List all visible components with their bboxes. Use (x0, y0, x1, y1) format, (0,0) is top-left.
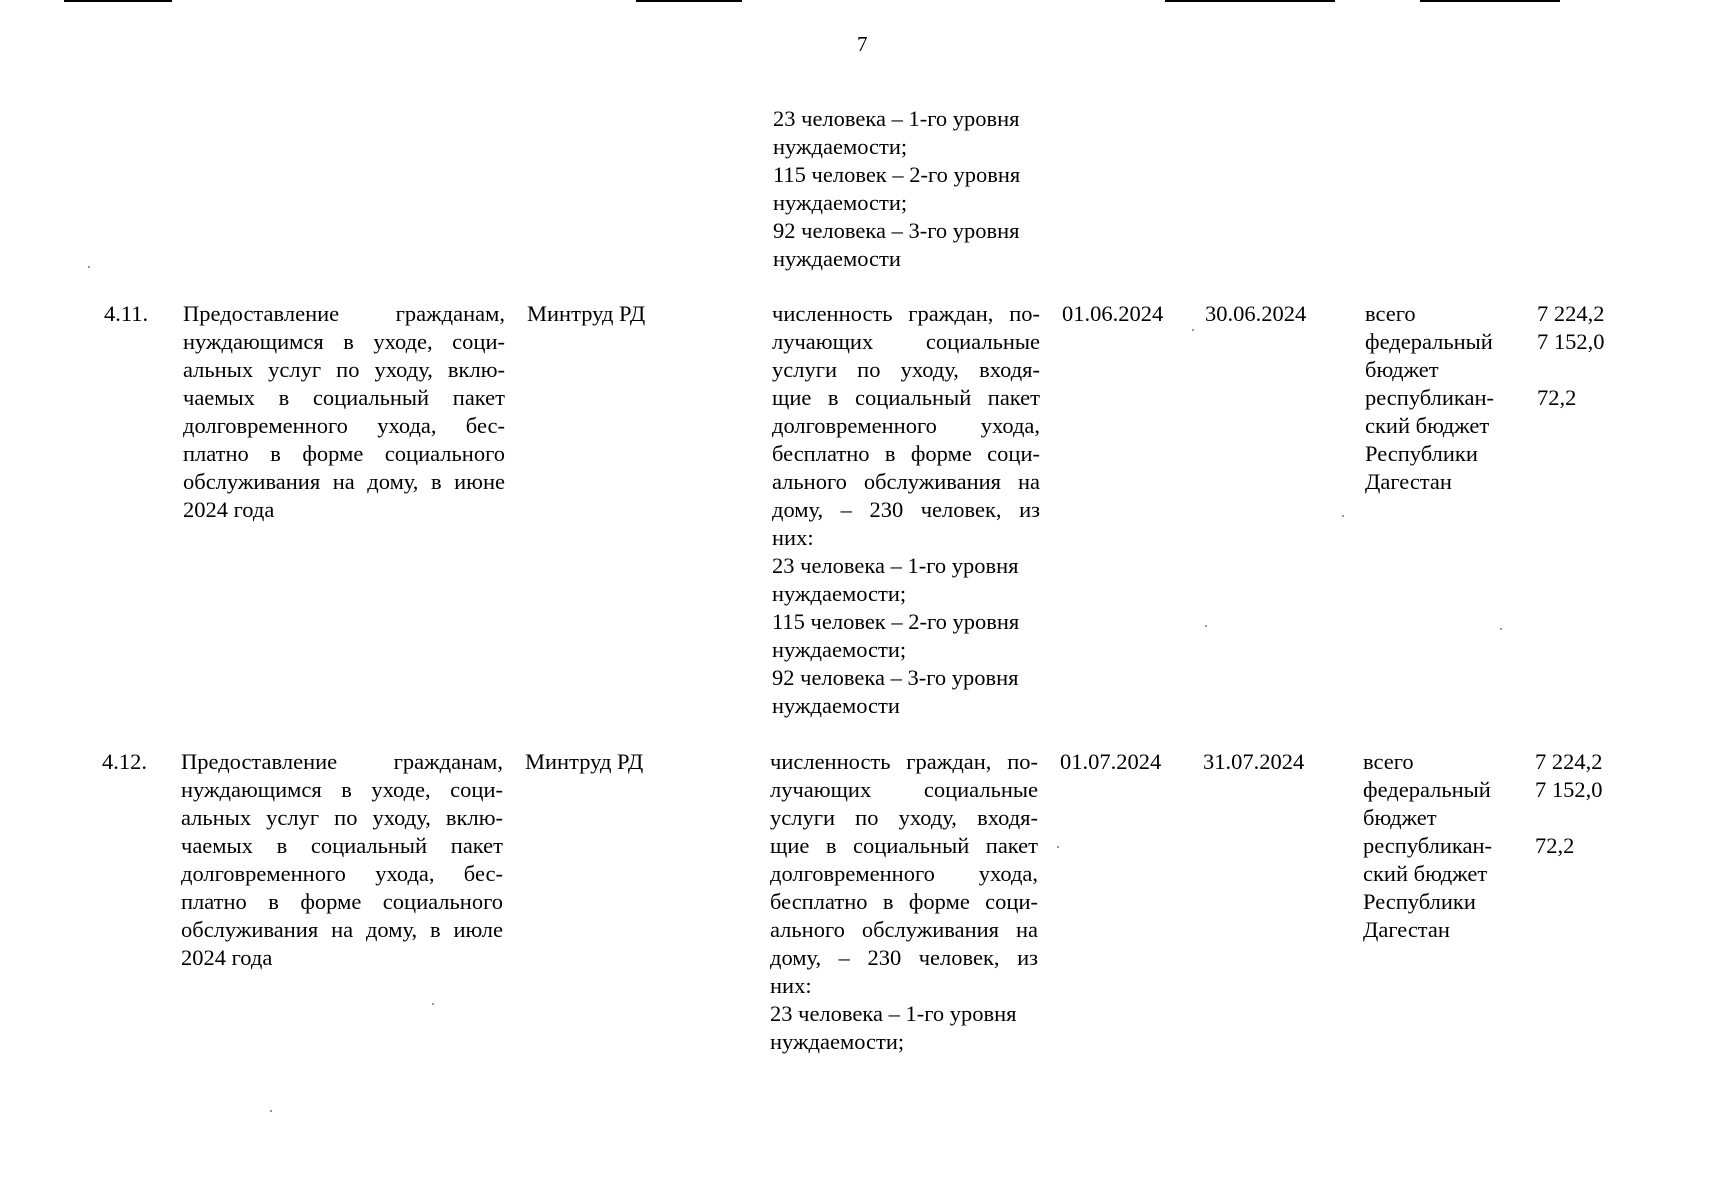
text-line: федеральный (1363, 777, 1491, 802)
text-line: бесплатно в форме соци- (772, 441, 1040, 466)
text-line: численность граждан, по- (772, 301, 1040, 326)
budget-federal-label (1363, 776, 1518, 832)
text-line: ального обслуживания на (772, 469, 1040, 494)
text-line: нуждаемости; (773, 134, 908, 159)
scan-speck (1342, 515, 1344, 517)
budget-federal-value: 7 152,0 (1535, 777, 1603, 802)
text-line: Предоставление гражданам, (183, 301, 505, 326)
executor: Минтруд РД (525, 749, 644, 774)
text-line: платно в форме социального (181, 889, 503, 914)
text-line: 92 человека – 3-го уровня (772, 665, 1019, 690)
budget-total-label: всего (1363, 749, 1414, 774)
text-line: нуждаемости; (772, 637, 907, 662)
end-date: 31.07.2024 (1203, 749, 1305, 774)
row-number: 4.11. (104, 301, 149, 326)
text-line: услуги по уходу, входя- (772, 357, 1040, 382)
start-date: 01.07.2024 (1060, 749, 1162, 774)
text-line: численность граждан, по- (770, 749, 1038, 774)
text-line: Дагестан (1363, 917, 1450, 942)
text-line: щие в социальный пакет (770, 833, 1038, 858)
text-line: Республики (1363, 889, 1476, 914)
text-line: платно в форме социального (183, 441, 505, 466)
scan-speck (1057, 846, 1059, 848)
text-line: чаемых в социальный пакет (183, 385, 505, 410)
end-date: 30.06.2024 (1205, 301, 1307, 326)
text-line: альных услуг по уходу, вклю- (181, 805, 503, 830)
budget-total-label: всего (1365, 301, 1416, 326)
text-line: 92 человека – 3-го уровня (773, 218, 1020, 243)
top-border-rule (1420, 0, 1560, 2)
text-line: долговременного ухода, (770, 861, 1038, 886)
text-line: 2024 года (183, 497, 275, 522)
text-line: долговременного ухода, (772, 413, 1040, 438)
text-line: бюджет (1365, 357, 1439, 382)
text-line: нуждающимся в уходе, соци- (181, 777, 503, 802)
text-line: республикан- (1365, 385, 1495, 410)
text-line: услуги по уходу, входя- (770, 805, 1038, 830)
text-line: 23 человека – 1-го уровня (772, 553, 1019, 578)
indicator-description (772, 300, 1040, 720)
text-line: 23 человека – 1-го уровня (773, 106, 1020, 131)
text-line: альных услуг по уходу, вклю- (183, 357, 505, 382)
scan-speck (270, 1110, 272, 1112)
text-line: щие в социальный пакет (772, 385, 1040, 410)
budget-republic-value: 72,2 (1537, 385, 1577, 410)
text-line: бесплатно в форме соци- (770, 889, 1038, 914)
scan-speck (88, 266, 90, 268)
scan-speck (432, 1003, 434, 1005)
text-line: нуждаемости; (772, 581, 907, 606)
start-date: 01.06.2024 (1062, 301, 1164, 326)
text-line: нуждаемости (772, 693, 900, 718)
text-line: долговременного ухода, бес- (183, 413, 505, 438)
text-line: ский бюджет (1363, 861, 1488, 886)
text-line: нуждаемости (773, 246, 901, 271)
text-line: дому, – 230 человек, из (772, 497, 1040, 522)
top-border-rule (64, 0, 172, 2)
budget-republic-label (1363, 832, 1518, 944)
top-border-rule (636, 0, 742, 2)
scan-speck (1192, 329, 1194, 331)
text-line: ский бюджет (1365, 413, 1490, 438)
text-line: долговременного ухода, бес- (181, 861, 503, 886)
budget-republic-value: 72,2 (1535, 833, 1575, 858)
text-line: чаемых в социальный пакет (181, 833, 503, 858)
indicator-description (770, 748, 1038, 1056)
text-line: 23 человека – 1-го уровня (770, 1001, 1017, 1026)
text-line: 115 человек – 2-го уровня (772, 609, 1020, 634)
text-line: обслуживания на дому, в июле (181, 917, 503, 942)
text-line: обслуживания на дому, в июне (183, 469, 505, 494)
text-line: лучающих социальные (770, 777, 1038, 802)
text-line: дому, – 230 человек, из (770, 945, 1038, 970)
executor: Минтруд РД (527, 301, 646, 326)
budget-total-value: 7 224,2 (1537, 301, 1605, 326)
text-line: Республики (1365, 441, 1478, 466)
text-line: федеральный (1365, 329, 1493, 354)
text-line: Дагестан (1365, 469, 1452, 494)
text-line: республикан- (1363, 833, 1493, 858)
top-border-rule (1165, 0, 1335, 2)
text-line: нуждающимся в уходе, соци- (183, 329, 505, 354)
budget-total-value: 7 224,2 (1535, 749, 1603, 774)
page-number: 7 (857, 32, 868, 56)
scan-speck (1500, 628, 1502, 630)
text-line: нуждаемости; (770, 1029, 905, 1054)
measure-description (181, 748, 503, 972)
text-line: ального обслуживания на (770, 917, 1038, 942)
measure-description (183, 300, 505, 524)
budget-republic-label (1365, 384, 1520, 496)
text-line: лучающих социальные (772, 329, 1040, 354)
text-line: них: (770, 973, 812, 998)
text-line: Предоставление гражданам, (181, 749, 503, 774)
text-line: них: (772, 525, 814, 550)
budget-federal-label (1365, 328, 1520, 384)
row-number: 4.12. (102, 749, 147, 774)
text-line: 2024 года (181, 945, 273, 970)
scan-speck (1205, 625, 1207, 627)
text-line: нуждаемости; (773, 190, 908, 215)
text-line: бюджет (1363, 805, 1437, 830)
text-line: 115 человек – 2-го уровня (773, 162, 1021, 187)
top-continuation-text (773, 105, 1041, 273)
budget-federal-value: 7 152,0 (1537, 329, 1605, 354)
